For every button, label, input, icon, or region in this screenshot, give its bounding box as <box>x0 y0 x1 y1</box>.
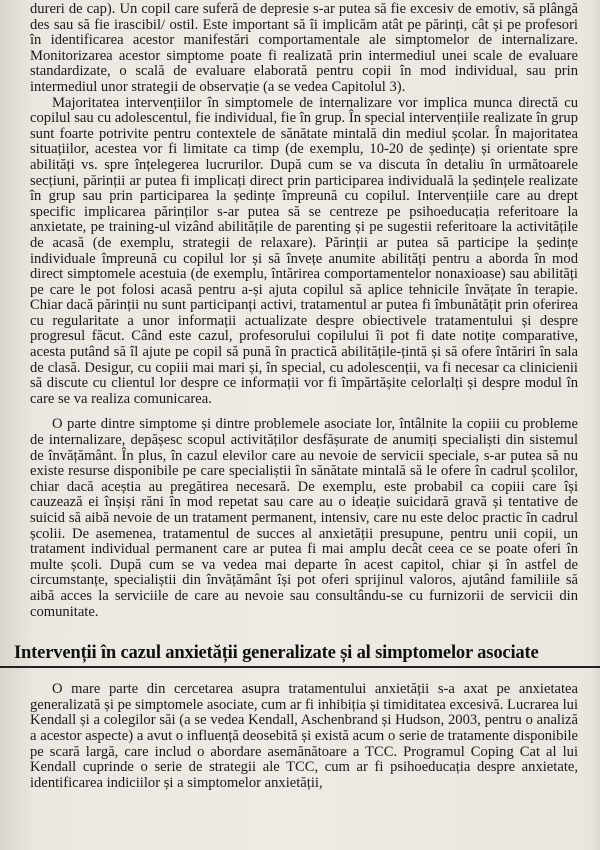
page-edge-shadow <box>590 0 600 850</box>
paragraph-associated-problems: O parte dintre simptome și dintre problemele asociate lor, întâlnite la copiii cu probleme de internalizare, depășesc scopul activităților desfășurate de anumiți specialiști din sistemul de învățământ. În plus, în cazul elevilor care au nevoie de servicii speciale, s-ar putea să nu existe resurse disponibile pe care specialiștii în sănătate mintală să le ofere în cadrul școlilor, chiar dacă aceștia au pregătirea necesară. De exemplu, este probabil ca copiii care își cauzează ei înșiși răni în mod repetat sau care au o ideație suicidară gravă și tentative de suicid să aibă nevoie de un tratament permanent, intensiv, care nu este deloc practic în cadrul școlii. De asemenea, tratamentul de succes al anxietății presupune, pentru unii copii, un tratament individual permanent care ar putea fi mai amplu decât ceea ce se poate oferi în multe școli. După cum se va vedea mai departe în acest capitol, chiar și în astfel de circumstanțe, specialiștii din învățământ își pot oferi sprijinul valoros, ajutând familiile să aibă acces la serviciile de care au nevoie sau consultându-se cu furnizorii de servicii din comunitate. <box>30 416 578 620</box>
paragraph-continuation: dureri de cap). Un copil care suferă de depresie s-ar putea să fie excesiv de emotiv, să plângă des sau să fie irascibil/ ostil. Este important să îi implicăm atât pe părinți, cât și pe profesori în identificarea acestor manifestări comportamentale ale simptomelor de internalizare. Monitorizarea acestor simptome poate fi realizată prin intermediul unei scale de evaluare standardizate, o scală de evaluare elaborată pentru copii în mod individual, sau prin intermediul unor strategii de observație (a se vedea Capitolul 3). <box>30 1 578 95</box>
heading-underline <box>0 666 600 668</box>
paragraph-interventions: Majoritatea intervențiilor în simptomele de internalizare vor implica munca directă cu copilul sau cu adolescentul, fie individual, fie în grup. În special intervențiile realizate în grup sunt foarte potrivite pentru contextele de sănătate mintală din mediul școlar. În majoritatea situațiilor, acestea vor fi limitate ca timp (de exemplu, 10-20 de ședințe) și orientate spre abilități vs. spre înțelegerea lucrurilor. După cum se va discuta în detaliu în următoarele secțiuni, părinții ar putea fi implicați direct prin participarea individuală la ședințele realizate în grup sau prin participarea la ședințe împreună cu copilul. Intervențiile care au drept specific implicarea părinților s-ar putea să se centreze pe psihoeducația referitoare la anxietate, pe training-ul vizând abilitățile de parenting și pe sugestii referitoare la activitățile de acasă (de exemplu, strategii de relaxare). Părinții ar putea să participe la ședințe individuale împreună cu copilul lor și să învețe anumite abilități pentru a aborda în mod direct simptomele acestuia (de exemplu, întărirea comportamentelor nonaxioase) sau abilități pe care le pot folosi acasă pentru a-și ajuta copilul să aplice tehnicile învățate în terapie. Chiar dacă părinții nu sunt participanți activi, tratamentul ar putea fi îmbunătățit prin oferirea cu regularitate a unor informații actualizate despre obiectivele tratamentului și despre progresul făcut. Când este cazul, profesorului copilului îi pot fi date notițe comparative, acesta putând să îl ajute pe copil să pună în practică abilitățile-țintă și să ofere întăriri în sala de clasă. Desigur, cu copiii mai mari și, în special, cu adolescenții, va fi necesar ca clinicienii să discute cu clientul lor despre ce informații vor fi împărtășite celorlalți și despre modul în care se va realiza comunicarea. <box>30 94 578 407</box>
paragraph-generalized-anxiety: O mare parte din cercetarea asupra tratamentului anxietății s-a axat pe anxietatea generalizată și pe simptomele asociate, cum ar fi inhibiția și timiditatea excesivă. Lucrarea lui Kendall și a colegilor săi (a se vedea Kendall, Aschenbrand și Hudson, 2003, pentru o analiză a acestor aspecte) a avut o influență deosebită și există acum o serie de tratamente disponibile pe scară largă, care includ o abordare asemănătoare a TCC. Programul Coping Cat al lui Kendall cuprinde o serie de strategii ale TCC, cum ar fi psihoeducația despre anxietate, identificarea indiciilor și a simptomelor anxietății, <box>30 681 578 791</box>
section-heading-block <box>0 642 600 668</box>
section-heading: Intervenții în cazul anxietății generalizate și al simptomelor asociate <box>14 642 539 664</box>
